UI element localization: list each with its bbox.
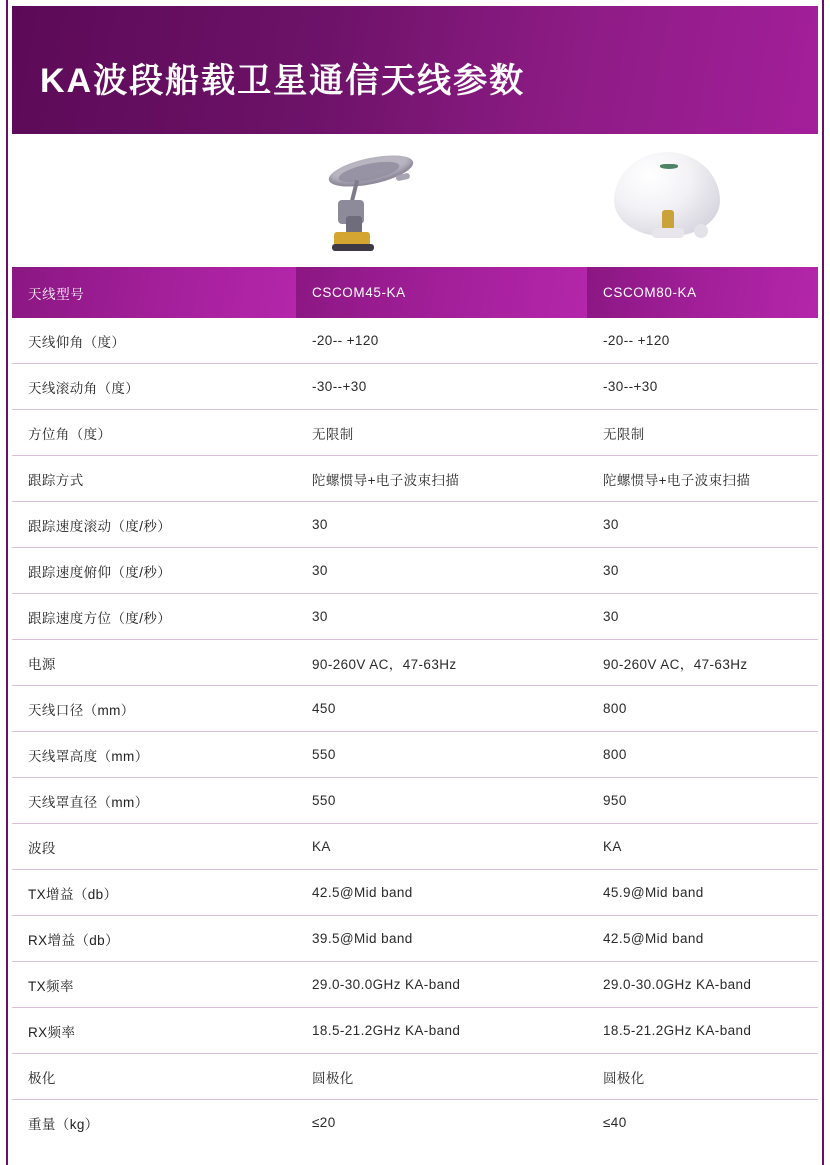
table-header-row xyxy=(12,267,818,318)
row-value-model-2: 800 xyxy=(587,686,818,732)
table-row xyxy=(12,1054,818,1100)
table-row xyxy=(12,318,818,364)
antenna-cscom80-photo xyxy=(608,148,728,260)
page-border-right xyxy=(822,0,824,1165)
row-value-model-1: 圆极化 xyxy=(296,1054,587,1100)
table-row xyxy=(12,502,818,548)
table-row xyxy=(12,1100,818,1146)
specifications-table xyxy=(12,267,818,1145)
product-photo-band xyxy=(12,134,818,267)
row-label: TX增益（db） xyxy=(12,870,296,916)
brand-mark-icon xyxy=(660,164,678,169)
row-value-model-1: -20-- +120 xyxy=(296,318,587,364)
row-value-model-1: 450 xyxy=(296,686,587,732)
row-value-model-1: 30 xyxy=(296,502,587,548)
row-value-model-1: 550 xyxy=(296,778,587,824)
row-value-model-2: 42.5@Mid band xyxy=(587,916,818,962)
table-row xyxy=(12,870,818,916)
table-row xyxy=(12,1008,818,1054)
row-value-model-2: -20-- +120 xyxy=(587,318,818,364)
table-row xyxy=(12,364,818,410)
row-value-model-2: 无限制 xyxy=(587,410,818,456)
row-label: 跟踪速度俯仰（度/秒） xyxy=(12,548,296,594)
row-value-model-1: 39.5@Mid band xyxy=(296,916,587,962)
radome-foot-icon xyxy=(652,228,684,238)
row-label: 电源 xyxy=(12,640,296,686)
table-row xyxy=(12,778,818,824)
row-value-model-2: 950 xyxy=(587,778,818,824)
row-value-model-2: 30 xyxy=(587,594,818,640)
row-label: 天线罩高度（mm） xyxy=(12,732,296,778)
table-row xyxy=(12,548,818,594)
table-row xyxy=(12,962,818,1008)
row-value-model-2: 45.9@Mid band xyxy=(587,870,818,916)
row-value-model-2: 圆极化 xyxy=(587,1054,818,1100)
feed-horn-icon xyxy=(396,173,411,182)
row-value-model-1: ≤20 xyxy=(296,1100,587,1146)
table-row xyxy=(12,686,818,732)
radome-neck-icon xyxy=(662,210,674,230)
row-value-model-1: 陀螺惯导+电子波束扫描 xyxy=(296,456,587,502)
page-header-banner xyxy=(12,6,818,134)
row-label: 跟踪速度方位（度/秒） xyxy=(12,594,296,640)
table-row xyxy=(12,732,818,778)
row-value-model-1: 30 xyxy=(296,548,587,594)
table-row xyxy=(12,594,818,640)
column-header-parameter: 天线型号 xyxy=(12,267,296,318)
row-value-model-2: 90-260V AC，47-63Hz xyxy=(587,640,818,686)
table-row xyxy=(12,640,818,686)
row-value-model-2: KA xyxy=(587,824,818,870)
row-label: 重量（kg） xyxy=(12,1100,296,1146)
antenna-cscom45-photo xyxy=(312,148,432,260)
row-value-model-1: 42.5@Mid band xyxy=(296,870,587,916)
row-value-model-2: -30--+30 xyxy=(587,364,818,410)
row-value-model-2: 陀螺惯导+电子波束扫描 xyxy=(587,456,818,502)
row-value-model-1: 29.0-30.0GHz KA-band xyxy=(296,962,587,1008)
row-label: 方位角（度） xyxy=(12,410,296,456)
row-value-model-2: 30 xyxy=(587,502,818,548)
row-label: RX频率 xyxy=(12,1008,296,1054)
row-value-model-2: 29.0-30.0GHz KA-band xyxy=(587,962,818,1008)
row-label: 天线口径（mm） xyxy=(12,686,296,732)
table-row xyxy=(12,456,818,502)
column-header-model-1: CSCOM45-KA xyxy=(296,267,587,318)
row-value-model-1: 无限制 xyxy=(296,410,587,456)
row-value-model-1: 90-260V AC，47-63Hz xyxy=(296,640,587,686)
table-row xyxy=(12,916,818,962)
row-value-model-1: 18.5-21.2GHz KA-band xyxy=(296,1008,587,1054)
row-label: 天线罩直径（mm） xyxy=(12,778,296,824)
row-label: 极化 xyxy=(12,1054,296,1100)
row-label: 天线滚动角（度） xyxy=(12,364,296,410)
row-value-model-2: 18.5-21.2GHz KA-band xyxy=(587,1008,818,1054)
page-title: KA波段船载卫星通信天线参数 xyxy=(40,62,526,100)
table-row xyxy=(12,824,818,870)
row-value-model-1: KA xyxy=(296,824,587,870)
row-value-model-2: 800 xyxy=(587,732,818,778)
row-value-model-1: 550 xyxy=(296,732,587,778)
row-value-model-1: 30 xyxy=(296,594,587,640)
row-label: 跟踪速度滚动（度/秒） xyxy=(12,502,296,548)
row-label: 跟踪方式 xyxy=(12,456,296,502)
row-label: 天线仰角（度） xyxy=(12,318,296,364)
row-value-model-2: 30 xyxy=(587,548,818,594)
column-header-model-2: CSCOM80-KA xyxy=(587,267,818,318)
page-border-left xyxy=(6,0,8,1165)
row-value-model-2: ≤40 xyxy=(587,1100,818,1146)
radome-side-nub-icon xyxy=(694,224,708,238)
row-label: TX频率 xyxy=(12,962,296,1008)
base-shadow-icon xyxy=(332,244,374,251)
table-row xyxy=(12,410,818,456)
row-value-model-1: -30--+30 xyxy=(296,364,587,410)
row-label: 波段 xyxy=(12,824,296,870)
row-label: RX增益（db） xyxy=(12,916,296,962)
